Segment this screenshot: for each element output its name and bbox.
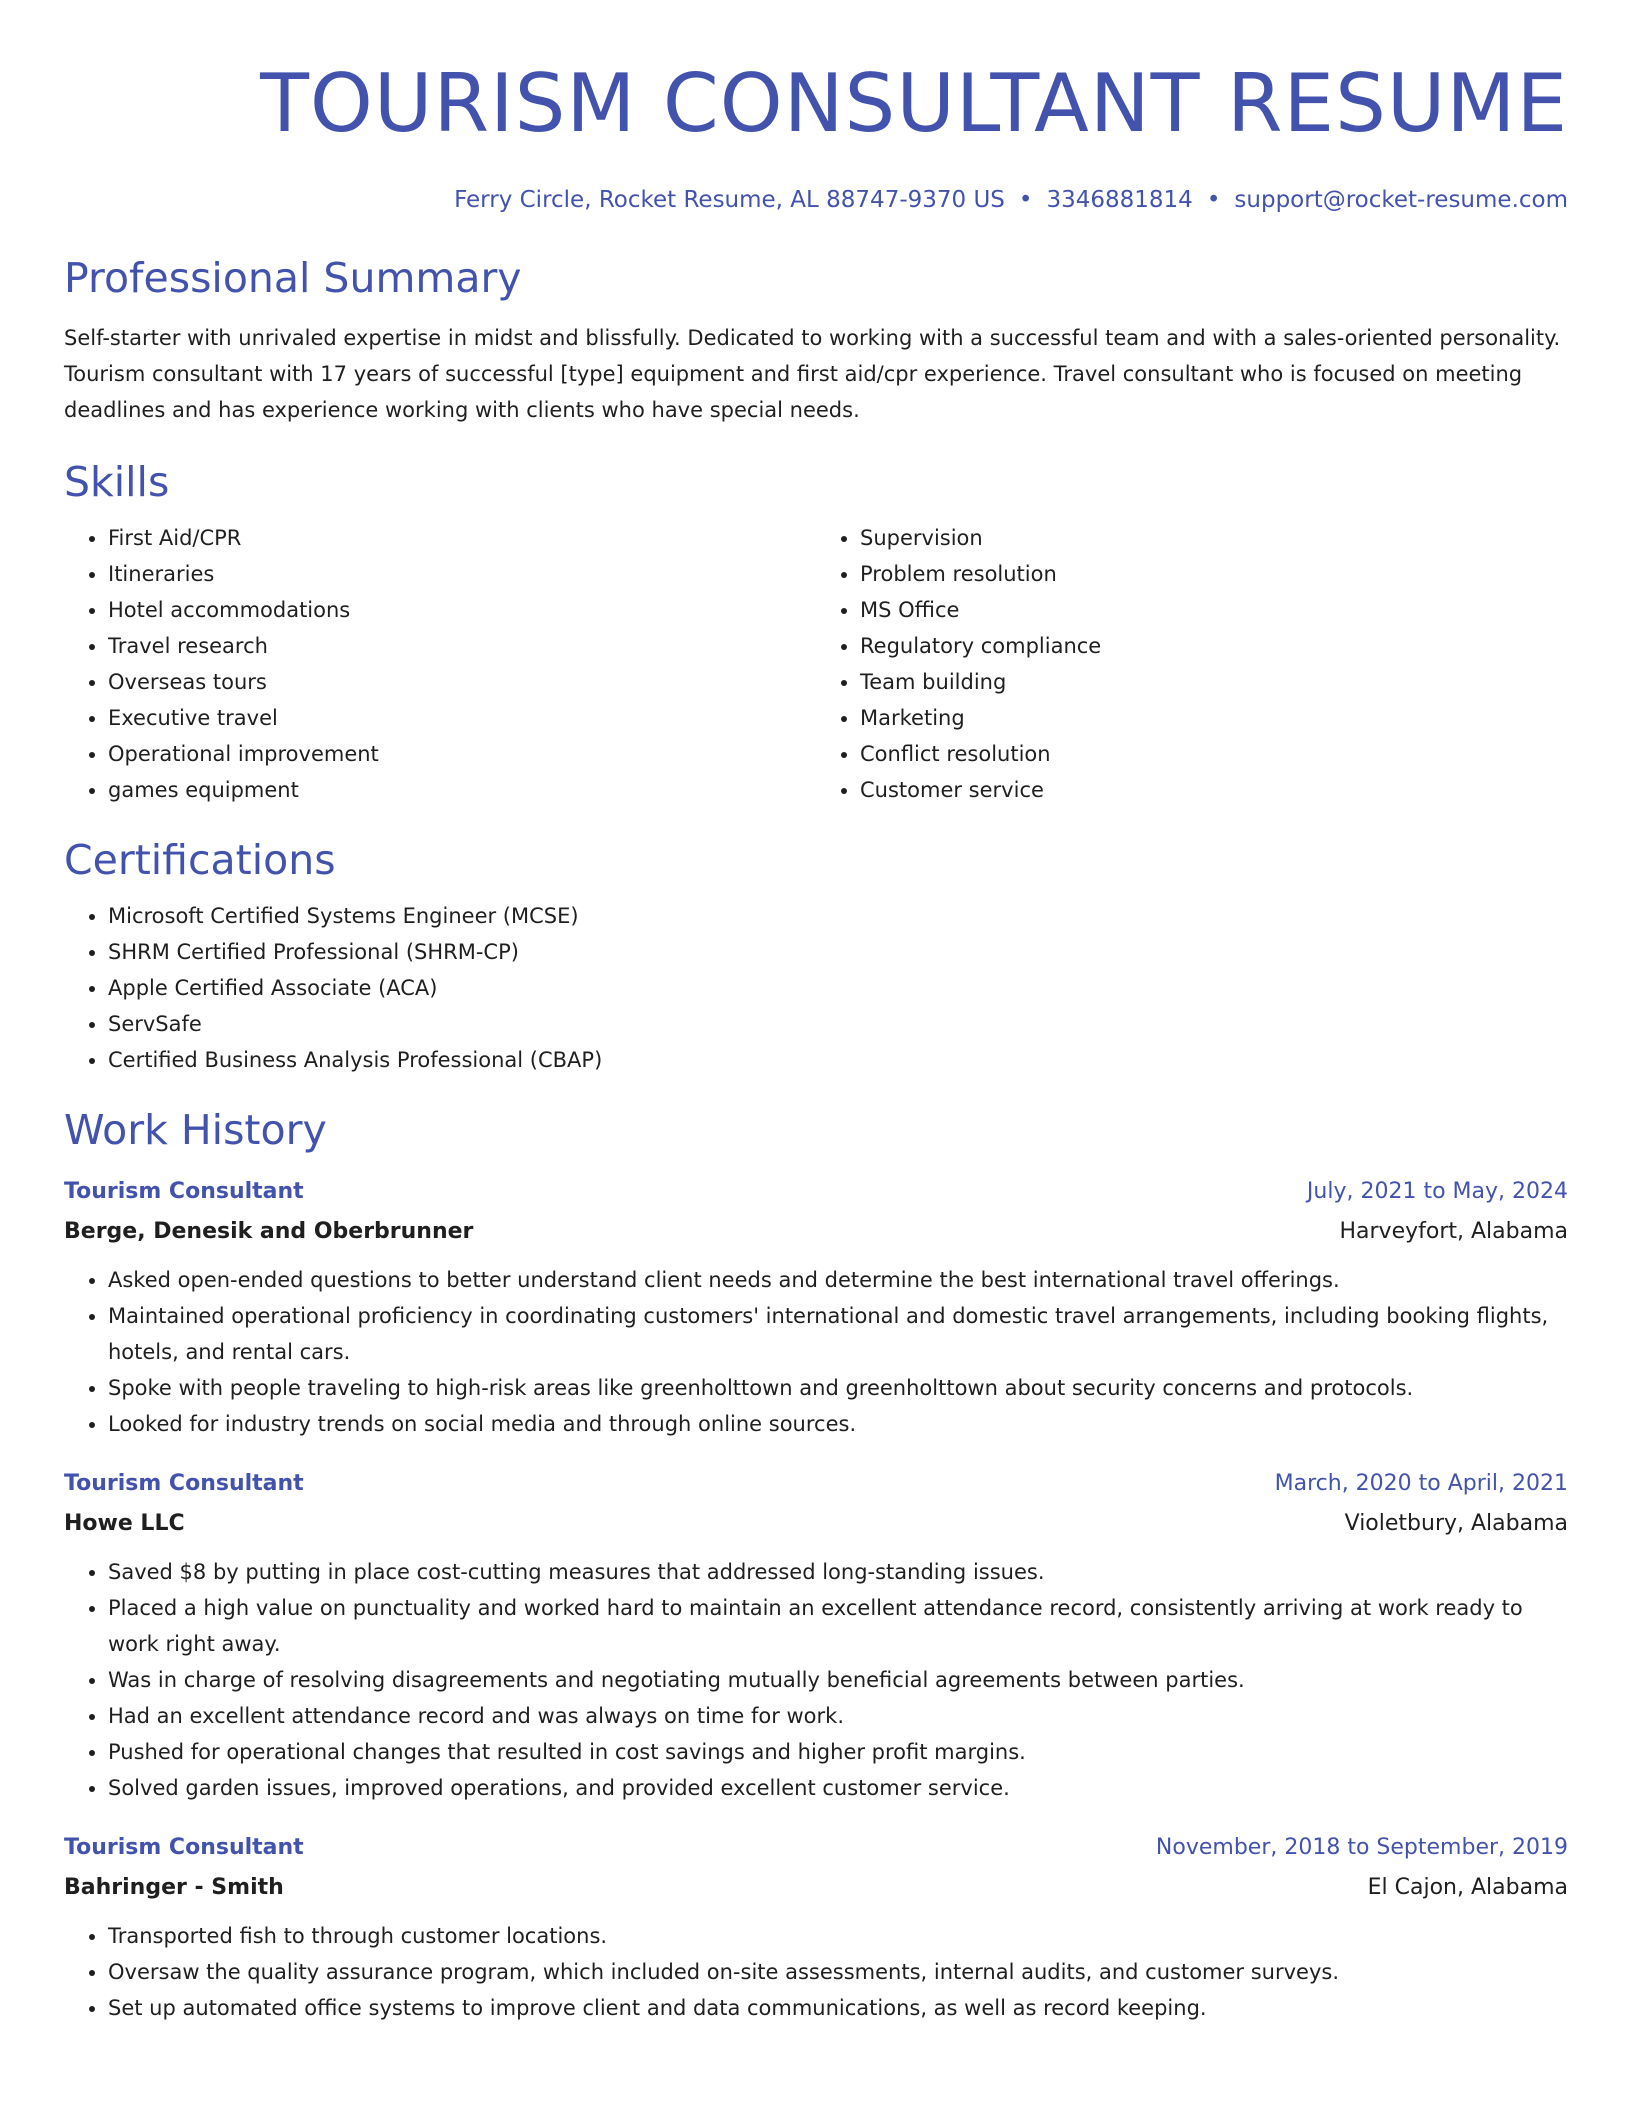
job-bullet: • Maintained operational proficiency in coordinating customers' international and domestic travel arrangements, including booking flights, hotels, and rental cars. [108,1298,1568,1370]
job-bullet: • Oversaw the quality assurance program, which included on-site assessments, internal audits, and customer surveys. [108,1954,1568,1990]
skill-item: • Customer service [860,772,1568,808]
certification-item: • Certified Business Analysis Professional (CBAP) [108,1042,1568,1078]
skill-item: • Hotel accommodations [108,592,816,628]
skill-item: • First Aid/CPR [108,520,816,556]
job-title: Tourism Consultant [64,1835,304,1860]
job-subheader [64,1212,1568,1252]
job-company: Berge, Denesik and Oberbrunner [64,1219,474,1244]
skills-list-left [64,520,816,808]
skill-item: • Overseas tours [108,664,816,700]
job-bullet: • Placed a high value on punctuality and worked hard to maintain an excellent attendance record, consistently arriving at work ready to work right away. [108,1590,1568,1662]
job-bullet: • Transported fish to through customer locations. [108,1918,1568,1954]
job-bullets [64,1262,1568,1442]
job-entry [64,1828,1568,2026]
job-bullet: • Was in charge of resolving disagreements and negotiating mutually beneficial agreements between parties. [108,1662,1568,1698]
certification-item: • SHRM Certified Professional (SHRM-CP) [108,934,1568,970]
job-dates: July, 2021 to May, 2024 [1306,1179,1568,1204]
job-dates: November, 2018 to September, 2019 [1155,1835,1568,1860]
skills-list-right [816,520,1568,808]
job-bullets [64,1554,1568,1806]
job-title: Tourism Consultant [64,1471,304,1496]
contact-separator: • [1206,187,1221,213]
job-location: Harveyfort, Alabama [1339,1219,1568,1244]
job-subheader [64,1504,1568,1544]
contact-line [64,184,1568,216]
contact-address: Ferry Circle, Rocket Resume, AL 88747-9370 US [454,187,1005,213]
job-entry [64,1464,1568,1806]
job-header [64,1464,1568,1504]
skill-item: • Operational improvement [108,736,816,772]
job-header [64,1828,1568,1868]
job-bullets [64,1918,1568,2026]
skill-item: • Problem resolution [860,556,1568,592]
skill-item: • Conflict resolution [860,736,1568,772]
contact-separator: • [1018,187,1033,213]
certifications-section [64,832,1568,1078]
skill-item: • MS Office [860,592,1568,628]
skill-item: • games equipment [108,772,816,808]
summary-section [64,250,1568,428]
skill-item: • Executive travel [108,700,816,736]
job-bullet: • Solved garden issues, improved operations, and provided excellent customer service. [108,1770,1568,1806]
skills-heading: Skills [64,458,170,506]
contact-email[interactable]: support@rocket-resume.com [1234,187,1568,213]
job-subheader [64,1868,1568,1908]
job-location: El Cajon, Alabama [1367,1875,1568,1900]
certification-item: • ServSafe [108,1006,1568,1042]
job-bullet: • Had an excellent attendance record and was always on time for work. [108,1698,1568,1734]
job-location: Violetbury, Alabama [1344,1511,1568,1536]
job-entry [64,1172,1568,1442]
skill-item: • Team building [860,664,1568,700]
job-header [64,1172,1568,1212]
skills-grid [64,520,1568,808]
certifications-list [64,898,1568,1078]
job-bullet: • Saved $8 by putting in place cost-cutting measures that addressed long-standing issues. [108,1554,1568,1590]
summary-heading: Professional Summary [64,254,522,302]
job-bullet: • Pushed for operational changes that resulted in cost savings and higher profit margins. [108,1734,1568,1770]
work-history-section [64,1102,1568,2026]
job-bullet: • Spoke with people traveling to high-risk areas like greenholttown and greenholttown about security concerns and protocols. [108,1370,1568,1406]
job-bullet: • Set up automated office systems to improve client and data communications, as well as record keeping. [108,1990,1568,2026]
skills-section [64,454,1568,808]
resume-title: TOURISM CONSULTANT RESUME [260,57,1568,150]
job-company: Howe LLC [64,1511,185,1536]
summary-text: Self-starter with unrivaled expertise in midst and blissfully. Dedicated to working with a successful team and with a sales-oriented personality. Tourism consultant with 17 years of successful [type] equipment and first aid/cpr experience. Travel consultant who is focused on meeting deadlines and has experience working with clients who have special needs. [64,326,1561,422]
certification-item: • Apple Certified Associate (ACA) [108,970,1568,1006]
skill-item: • Regulatory compliance [860,628,1568,664]
skill-item: • Marketing [860,700,1568,736]
skill-item: • Itineraries [108,556,816,592]
job-company: Bahringer - Smith [64,1875,284,1900]
job-bullet: • Looked for industry trends on social media and through online sources. [108,1406,1568,1442]
job-bullet: • Asked open-ended questions to better understand client needs and determine the best international travel offerings. [108,1262,1568,1298]
job-dates: March, 2020 to April, 2021 [1274,1471,1568,1496]
certification-item: • Microsoft Certified Systems Engineer (MCSE) [108,898,1568,934]
contact-phone: 3346881814 [1046,187,1193,213]
job-title: Tourism Consultant [64,1179,304,1204]
work-history-heading: Work History [64,1106,327,1154]
skill-item: • Supervision [860,520,1568,556]
skill-item: • Travel research [108,628,816,664]
certifications-heading: Certifications [64,836,336,884]
